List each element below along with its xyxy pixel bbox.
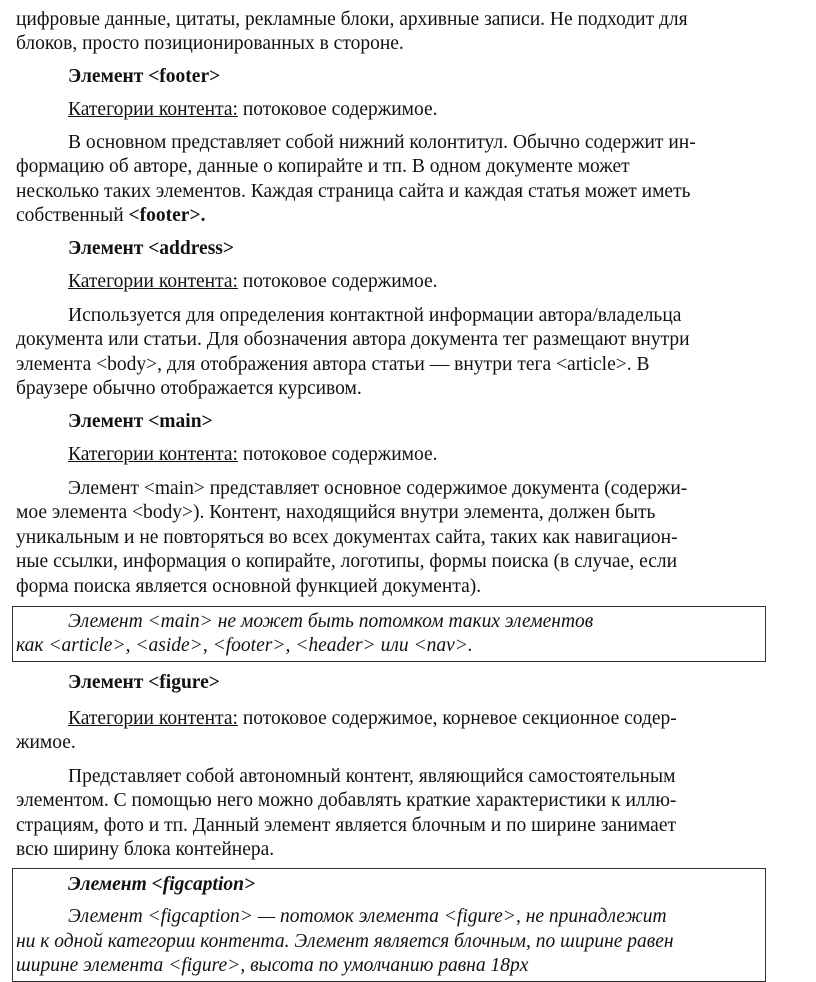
paragraph-line: формацию об авторе, данные о копирайте и тп. В одном документе может: [16, 156, 630, 177]
note-line: ни к одной категории контента. Элемент является блочным, по ширине равен: [16, 931, 674, 952]
section-heading-footer: Элемент <footer>: [68, 66, 221, 87]
paragraph-line: ные ссылки, информация о копирайте, логотипы, формы поиска (в случае, если: [16, 551, 678, 572]
paragraph-line: Представляет собой автономный контент, являющийся самостоятельным: [68, 766, 676, 787]
intro-line: цифровые данные, цитаты, рекламные блоки, архивные записи. Не подходит для: [16, 9, 688, 30]
paragraph-line: мое элемента <body>). Контент, находящийся внутри элемента, должен быть: [16, 502, 656, 523]
paragraph-line: Элемент <main> представляет основное содержимое документа (содержи-: [68, 478, 688, 499]
paragraph-line: В основном представляет собой нижний колонтитул. Обычно содержит ин-: [68, 132, 696, 153]
paragraph-text: собственный: [16, 205, 129, 226]
paragraph-line: всю ширину блока контейнера.: [16, 839, 275, 860]
paragraph-code: <footer>.: [128, 205, 206, 226]
category-label: Категории контента:: [68, 708, 238, 729]
paragraph-line: [16, 204, 205, 228]
paragraph-line: элементом. С помощью него можно добавлять краткие характеристики к иллю-: [16, 790, 677, 811]
category-value: потоковое содержимое.: [237, 271, 438, 292]
content-category-address: [68, 270, 438, 294]
content-category-figure: [68, 707, 677, 731]
note-line: как <article>, <aside>, <footer>, <header> или <nav>.: [16, 635, 473, 656]
paragraph-line: Используется для определения контактной информации автора/владельца: [68, 305, 682, 326]
paragraph-line: элемента <body>, для отображения автора статьи — внутри тега <article>. В: [16, 354, 650, 375]
note-line: Элемент <figcaption> — потомок элемента <figure>, не принадлежит: [68, 906, 667, 927]
section-heading-main: Элемент <main>: [68, 411, 213, 432]
section-heading-address: Элемент <address>: [68, 238, 234, 259]
section-heading-figure: Элемент <figure>: [68, 672, 220, 693]
category-label: Категории контента:: [68, 444, 238, 465]
paragraph-line: страциям, фото и тп. Данный элемент является блочным и по ширине занимает: [16, 815, 677, 836]
paragraph-line: несколько таких элементов. Каждая страница сайта и каждая статья может иметь: [16, 181, 691, 202]
note-line: Элемент <main> не может быть потомком таких элементов: [68, 611, 594, 632]
paragraph-line: документа или статьи. Для обозначения автора документа тег размещают внутри: [16, 329, 690, 350]
note-line: ширине элемента <figure>, высота по умолчанию равна 18px: [16, 955, 529, 976]
section-heading-figcaption: Элемент <figcaption>: [68, 874, 256, 895]
category-value: потоковое содержимое.: [237, 99, 438, 120]
paragraph-line: форма поиска является основной функцией документа).: [16, 576, 482, 597]
category-value: потоковое содержимое, корневое секционное содер-: [237, 708, 677, 729]
paragraph-line: браузере обычно отображается курсивом.: [16, 378, 362, 399]
intro-line: блоков, просто позиционированных в стороне.: [16, 33, 404, 54]
content-category-main: [68, 443, 438, 467]
category-value: потоковое содержимое.: [237, 444, 438, 465]
category-label: Категории контента:: [68, 271, 238, 292]
category-label: Категории контента:: [68, 99, 238, 120]
category-continuation: жимое.: [16, 732, 76, 753]
content-category-footer: [68, 98, 438, 122]
paragraph-line: уникальным и не повторяться во всех документах сайта, таких как навигацион-: [16, 527, 678, 548]
